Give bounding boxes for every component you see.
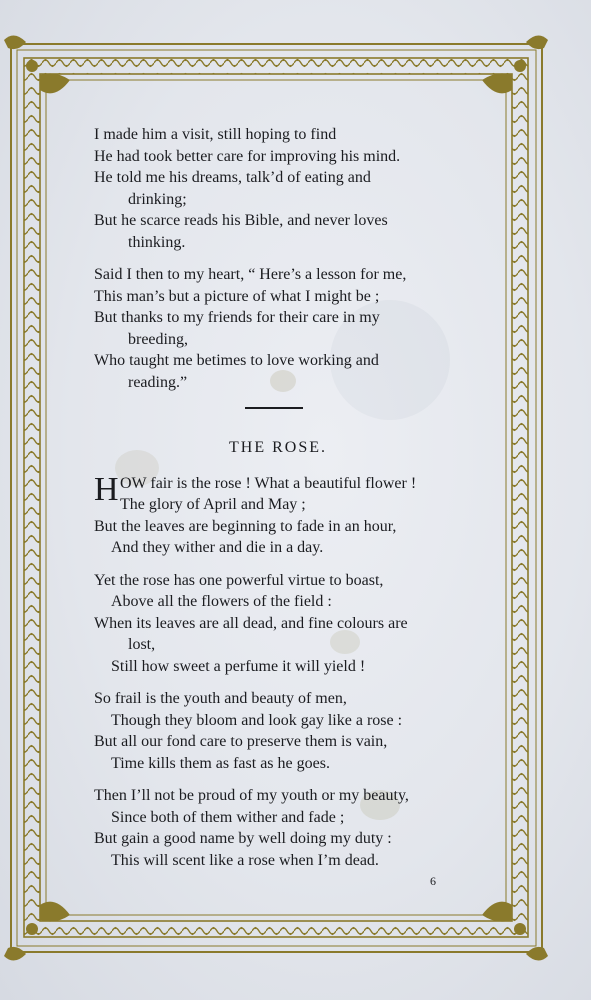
verse-line: And they wither and die in a day.: [111, 539, 324, 556]
verse-line: breeding,: [128, 330, 188, 348]
verse-line: So frail is the youth and beauty of men,: [94, 690, 347, 707]
stanza: [94, 124, 474, 253]
verse-line: But thanks to my friends for their care in my: [94, 309, 380, 326]
verse-line: I made him a visit, still hoping to find: [94, 126, 337, 143]
verse-line: Still how sweet a perfume it will yield !: [111, 657, 366, 675]
verse-line: Since both of them wither and fade ;: [111, 808, 345, 826]
verse-line: drinking;: [128, 190, 187, 208]
verse-line: This man’s but a picture of what I might be ;: [94, 287, 380, 305]
stanza: [94, 785, 474, 871]
verse-line: Yet the rose has one powerful virtue to boast,: [94, 571, 384, 589]
verse-line: But the leaves are beginning to fade in an hour,: [94, 517, 397, 535]
verse-line: He had took better care for improving his mind.: [94, 147, 401, 165]
verse-line: Time kills them as fast as he goes.: [111, 754, 330, 772]
stanza: [94, 264, 474, 393]
verse-line: Above all the flowers of the field :: [111, 593, 332, 610]
verse-line: He told me his dreams, talk’d of eating and: [94, 169, 371, 186]
verse-line: Who taught me betimes to love working and: [94, 352, 379, 369]
verse-line: Said I then to my heart, “ Here’s a lesson for me,: [94, 266, 407, 283]
poem-title: THE ROSE.: [229, 439, 327, 456]
verse-line: This will scent like a rose when I’m dead.: [111, 851, 379, 869]
verse-line: But gain a good name by well doing my duty :: [94, 830, 392, 847]
dropcap-line: [94, 470, 474, 516]
poem-the-rose: [94, 470, 474, 872]
stanza: [94, 688, 474, 774]
page-number: 6: [430, 874, 436, 888]
verse-line: lost,: [128, 636, 156, 653]
drop-cap: H: [94, 470, 119, 508]
verse-line: But all our fond care to preserve them is vain,: [94, 733, 388, 750]
text-block: [94, 124, 474, 882]
verse-line: OW fair is the rose ! What a beautiful flower !: [120, 474, 417, 492]
verse-line: reading.”: [128, 373, 188, 391]
stanza: [94, 470, 474, 559]
section-divider: [245, 407, 303, 409]
verse-line: thinking.: [128, 233, 186, 251]
verse-line: The glory of April and May ;: [120, 496, 306, 513]
poem-excerpt: [94, 124, 474, 393]
verse-line: But he scarce reads his Bible, and never loves: [94, 212, 388, 229]
stanza: [94, 570, 474, 678]
verse-line: Then I’ll not be proud of my youth or my beauty,: [94, 787, 409, 804]
verse-line: Though they bloom and look gay like a rose :: [111, 711, 403, 729]
verse-line: When its leaves are all dead, and fine colours are: [94, 614, 408, 632]
